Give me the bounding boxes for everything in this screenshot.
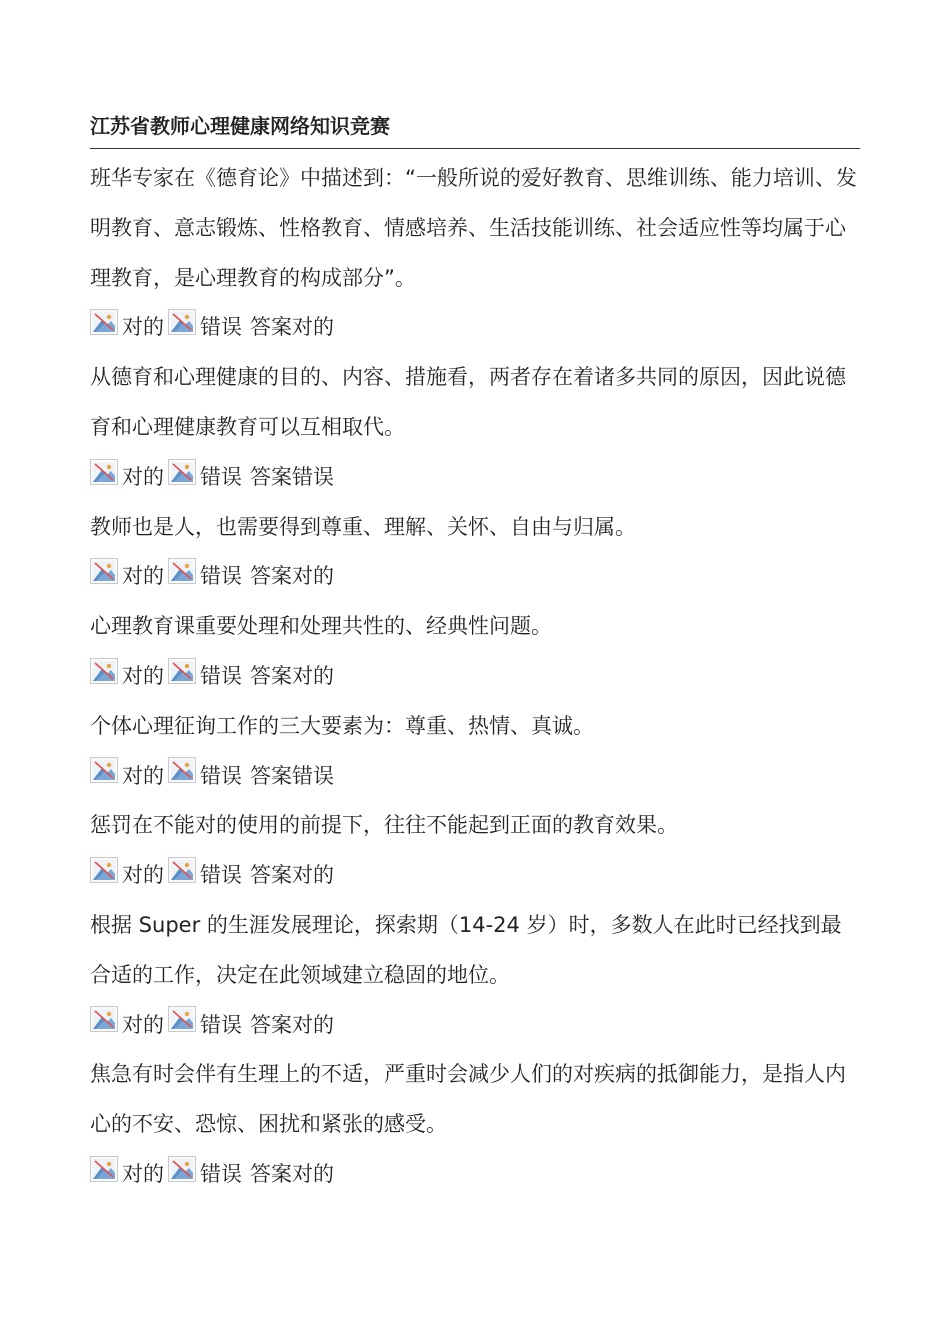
question-text: 惩罚在不能对的使用的前提下，往往不能起到正面的教育效果。: [90, 813, 678, 838]
document-title: 江苏省教师心理健康网络知识竞赛: [90, 112, 860, 149]
option-true-label: 对的: [122, 1012, 164, 1037]
broken-image-icon[interactable]: [168, 857, 196, 883]
option-true-label: 对的: [122, 315, 164, 340]
question-item: [90, 801, 860, 901]
answer-text: 答案对的: [250, 315, 334, 340]
option-true-label: 对的: [122, 564, 164, 589]
question-text: 焦急有时会伴有生理上的不适，严重时会减少人们的对疾病的抵御能力，是指人内心的不安、恐惊、困扰和紧张的感受。: [90, 1062, 846, 1137]
option-true-label: 对的: [122, 863, 164, 888]
question-text: 心理教育课重要处理和处理共性的、经典性问题。: [90, 614, 552, 639]
option-false-label: 错误: [200, 1012, 242, 1037]
option-true-label: 对的: [122, 663, 164, 688]
question-item: [90, 503, 860, 603]
broken-image-icon[interactable]: [90, 459, 118, 485]
answer-options: [90, 652, 860, 702]
answer-text: 答案错误: [250, 464, 334, 489]
broken-image-icon[interactable]: [168, 309, 196, 335]
question-item: [90, 602, 860, 702]
broken-image-icon[interactable]: [168, 1156, 196, 1182]
broken-image-icon[interactable]: [90, 1156, 118, 1182]
answer-options: [90, 1150, 860, 1200]
question-text: 班华专家在《德育论》中描述到：“一般所说的爱好教育、思维训练、能力培训、发明教育、意志锻炼、性格教育、情感培养、生活技能训练、社会适应性等均属于心理教育，是心理教育的构成部分”。: [90, 166, 857, 290]
option-false-label: 错误: [200, 564, 242, 589]
broken-image-icon[interactable]: [168, 1006, 196, 1032]
question-text: 从德育和心理健康的目的、内容、措施看，两者存在着诸多共同的原因，因此说德育和心理健康教育可以互相取代。: [90, 365, 846, 439]
answer-options: [90, 453, 860, 503]
option-false-label: 错误: [200, 315, 242, 340]
question-item: [90, 901, 860, 1050]
broken-image-icon[interactable]: [168, 558, 196, 584]
broken-image-icon[interactable]: [168, 658, 196, 684]
answer-options: [90, 303, 860, 353]
answer-text: 答案对的: [250, 564, 334, 589]
question-text: 教师也是人，也需要得到尊重、理解、关怀、自由与归属。: [90, 514, 636, 539]
option-true-label: 对的: [122, 464, 164, 489]
broken-image-icon[interactable]: [90, 658, 118, 684]
broken-image-icon[interactable]: [168, 757, 196, 783]
broken-image-icon[interactable]: [90, 857, 118, 883]
answer-options: [90, 1001, 860, 1051]
option-false-label: 错误: [200, 763, 242, 788]
option-true-label: 对的: [122, 1161, 164, 1186]
question-list: [90, 154, 860, 1200]
question-item: [90, 1050, 860, 1199]
answer-text: 答案对的: [250, 1161, 334, 1186]
answer-text: 答案对的: [250, 663, 334, 688]
answer-text: 答案对的: [250, 1012, 334, 1037]
answer-text: 答案错误: [250, 763, 334, 788]
option-false-label: 错误: [200, 663, 242, 688]
question-item: [90, 154, 860, 353]
question-text: 根据 Super 的生涯发展理论，探索期（14-24 岁）时，多数人在此时已经找到最合适的工作，决定在此领域建立稳固的地位。: [90, 912, 842, 987]
option-false-label: 错误: [200, 863, 242, 888]
broken-image-icon[interactable]: [90, 757, 118, 783]
option-true-label: 对的: [122, 763, 164, 788]
answer-options: [90, 552, 860, 602]
broken-image-icon[interactable]: [90, 558, 118, 584]
broken-image-icon[interactable]: [90, 1006, 118, 1032]
question-text: 个体心理征询工作的三大要素为：尊重、热情、真诚。: [90, 713, 594, 738]
option-false-label: 错误: [200, 464, 242, 489]
option-false-label: 错误: [200, 1161, 242, 1186]
answer-text: 答案对的: [250, 863, 334, 888]
question-item: [90, 353, 860, 502]
broken-image-icon[interactable]: [90, 309, 118, 335]
answer-options: [90, 851, 860, 901]
question-item: [90, 702, 860, 802]
broken-image-icon[interactable]: [168, 459, 196, 485]
answer-options: [90, 752, 860, 802]
